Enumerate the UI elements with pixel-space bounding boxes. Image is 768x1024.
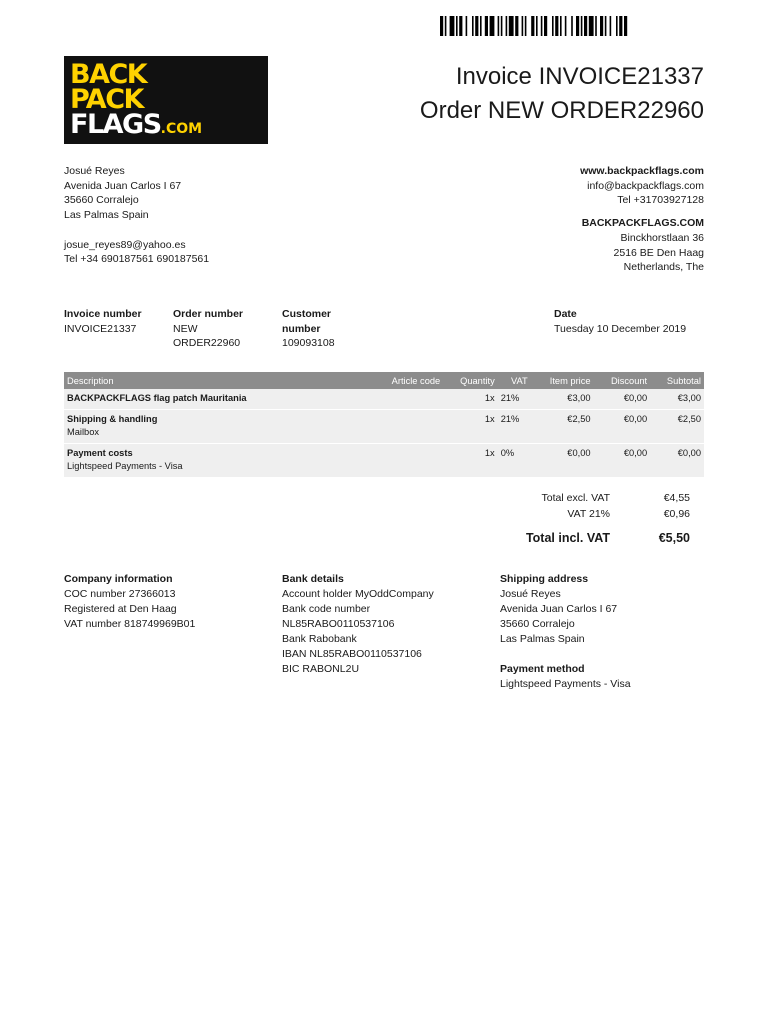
payment-method-value: Lightspeed Payments - Visa (500, 678, 631, 690)
customer-city-country: Las Palmas Spain (64, 209, 149, 222)
bank-bic: BIC RABONL2U (282, 663, 360, 675)
row-item-price: €0,00 (531, 444, 594, 478)
payment-method-title: Payment method (500, 663, 585, 675)
total-incl-label: Total incl. VAT (525, 531, 610, 545)
customer-number-value: 109093108 (282, 337, 335, 349)
bank-holder: Account holder MyOddCompany (282, 588, 434, 600)
row-quantity: 1x (443, 410, 498, 444)
order-number-line-1: NEW (173, 322, 198, 335)
row-description: Payment costs Lightspeed Payments - Visa (64, 444, 370, 478)
shop-postal-city: 2516 BE Den Haag (613, 246, 704, 259)
customer-number-block (282, 307, 387, 351)
col-subtotal: Subtotal (650, 372, 704, 389)
row-subtotal: €3,00 (650, 389, 704, 410)
customer-email: josue_reyes89@yahoo.es (64, 238, 186, 251)
company-info-block (64, 572, 274, 632)
order-number-line-2: ORDER22960 (173, 337, 241, 349)
table-row (64, 410, 704, 444)
row-article-code (370, 444, 443, 478)
date-block (554, 307, 704, 336)
row-subtotal: €2,50 (650, 410, 704, 444)
invoice-number-label: Invoice number (64, 308, 142, 320)
table-row (64, 444, 704, 478)
row-vat: 21% (498, 410, 531, 444)
order-number-block (173, 307, 278, 351)
items-table (64, 372, 704, 478)
shipping-address-block (500, 572, 704, 692)
invoice-number-value: INVOICE21337 (64, 322, 137, 335)
date-label: Date (554, 308, 577, 320)
row-sub: Mailbox (67, 427, 100, 437)
total-incl-value: €5,50 (658, 531, 690, 545)
row-vat: 21% (498, 389, 531, 410)
totals-block (460, 490, 690, 548)
row-discount: €0,00 (594, 389, 651, 410)
total-excl-label: Total excl. VAT (541, 492, 610, 504)
shop-phone: Tel +31703927128 (617, 194, 704, 207)
customer-postal-city: 35660 Corralejo (64, 194, 139, 207)
row-discount: €0,00 (594, 410, 651, 444)
order-number-label: Order number (173, 308, 244, 320)
row-item-price: €2,50 (531, 410, 594, 444)
shop-website: www.backpackflags.com (580, 165, 704, 177)
document-title (420, 60, 704, 128)
shipping-city-country: Las Palmas Spain (500, 633, 585, 645)
date-value: Tuesday 10 December 2019 (554, 322, 687, 335)
customer-number-label-line-1: Customer (282, 308, 332, 320)
shipping-address-title: Shipping address (500, 573, 589, 585)
bank-code-label: Bank code number (282, 603, 371, 615)
customer-name: Josué Reyes (64, 165, 125, 177)
shipping-street: Avenida Juan Carlos I 67 (500, 603, 618, 615)
company-vat-number: VAT number 818749969B01 (64, 618, 196, 630)
row-subtotal: €0,00 (650, 444, 704, 478)
col-item-price: Item price (531, 372, 594, 389)
col-description: Description (64, 372, 370, 389)
row-quantity: 1x (443, 389, 498, 410)
invoice-title: Invoice INVOICE21337 (455, 63, 704, 90)
invoice-number-block (64, 307, 169, 336)
row-sub: Lightspeed Payments - Visa (67, 461, 183, 471)
vat-label: VAT 21% (567, 508, 610, 520)
shipping-postal-city: 35660 Corralejo (500, 618, 575, 630)
shop-address (580, 164, 704, 275)
barcode-image (440, 16, 704, 36)
row-description: BACKPACKFLAGS flag patch Mauritania (64, 389, 370, 410)
customer-street: Avenida Juan Carlos I 67 (64, 179, 182, 192)
row-article-code (370, 410, 443, 444)
bank-code: NL85RABO0110537106 (282, 618, 395, 630)
col-discount: Discount (594, 372, 651, 389)
shop-street: Binckhorstlaan 36 (620, 231, 704, 244)
row-vat: 0% (498, 444, 531, 478)
total-excl-value: €4,55 (663, 492, 690, 504)
col-vat: VAT (498, 372, 531, 389)
bank-name: Bank Rabobank (282, 633, 357, 645)
row-quantity: 1x (443, 444, 498, 478)
shop-email: info@backpackflags.com (587, 179, 704, 192)
shipping-name: Josué Reyes (500, 588, 561, 600)
row-article-code (370, 389, 443, 410)
col-article-code: Article code (370, 372, 443, 389)
total-incl-row (460, 528, 690, 548)
total-excl-row (460, 490, 690, 506)
table-header-row (64, 372, 704, 389)
row-description: Shipping & handling Mailbox (64, 410, 370, 444)
shop-country: Netherlands, The (623, 261, 704, 274)
company-info-title: Company information (64, 573, 173, 585)
vat-row (460, 506, 690, 522)
row-discount: €0,00 (594, 444, 651, 478)
company-registered: Registered at Den Haag (64, 603, 177, 615)
brand-logo (64, 56, 268, 144)
vat-value: €0,96 (663, 508, 690, 520)
order-title: Order NEW ORDER22960 (419, 97, 704, 124)
bank-details-block (282, 572, 492, 677)
customer-phone: Tel +34 690187561 690187561 (64, 253, 210, 266)
logo-line-1: BACK (70, 59, 147, 90)
customer-address (64, 164, 209, 267)
row-item-price: €3,00 (531, 389, 594, 410)
customer-number-label-line-2: number (282, 322, 321, 335)
col-quantity: Quantity (443, 372, 498, 389)
logo-suffix: .COM (160, 121, 203, 137)
shop-company: BACKPACKFLAGS.COM (581, 217, 704, 230)
logo-line-3: FLAGS.COM (70, 109, 203, 140)
company-coc: COC number 27366013 (64, 588, 176, 600)
bank-details-title: Bank details (282, 573, 344, 585)
bank-iban: IBAN NL85RABO0110537106 (282, 648, 422, 660)
table-row (64, 389, 704, 410)
logo-line-2: PACK (70, 84, 143, 115)
